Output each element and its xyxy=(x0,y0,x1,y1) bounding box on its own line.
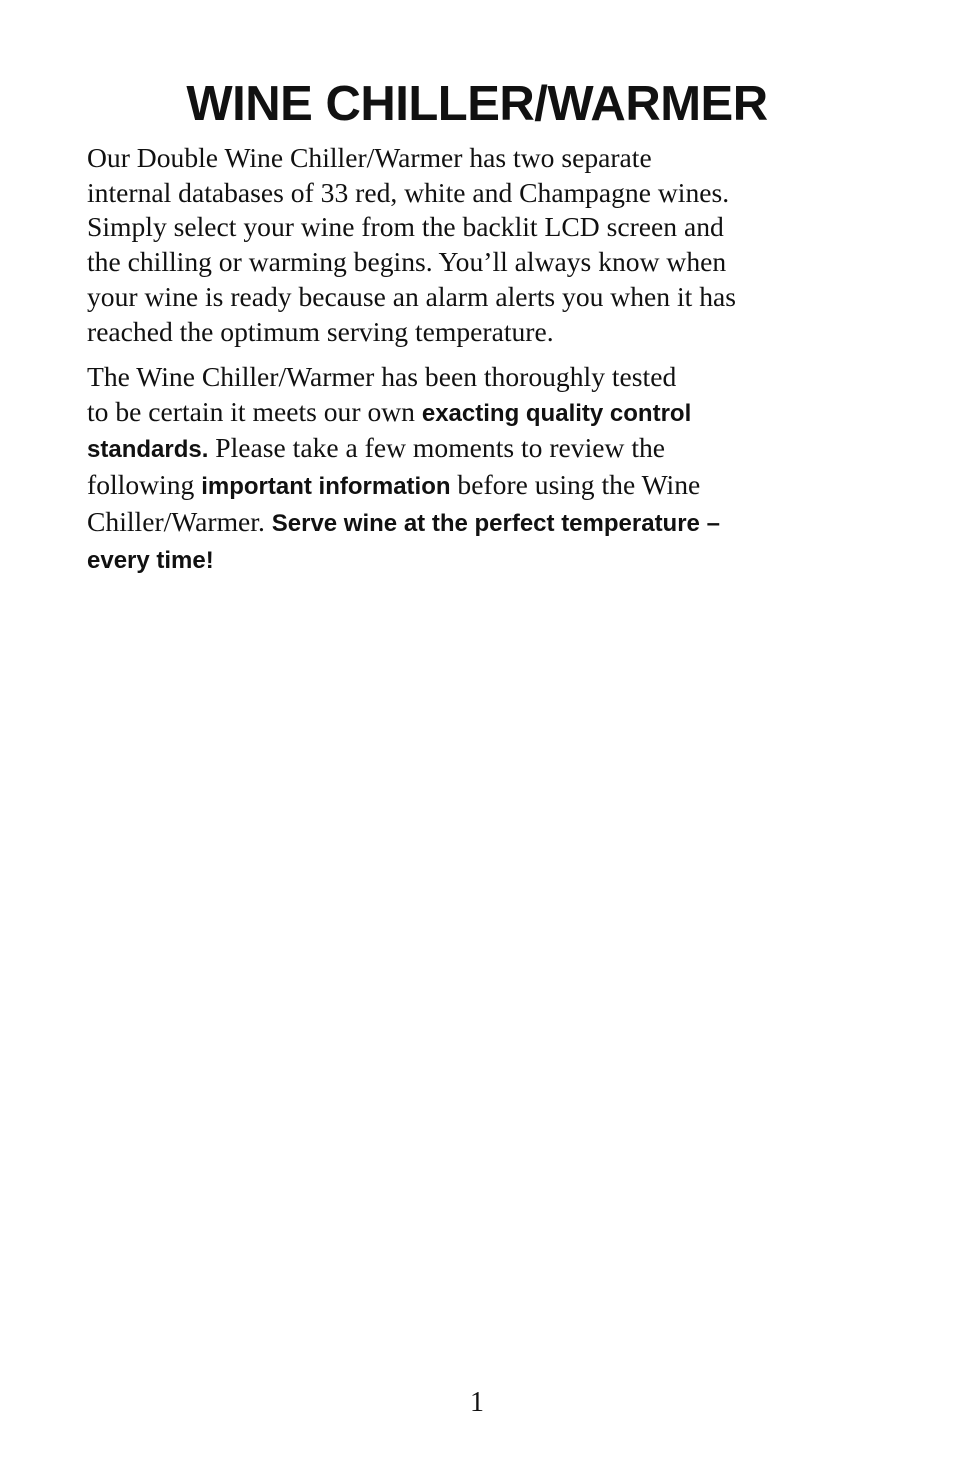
intro-line: Our Double Wine Chiller/Warmer has two separate xyxy=(87,142,652,173)
page-title: WINE CHILLER/WARMER xyxy=(186,77,768,131)
tagline-emphasis: Serve wine at the perfect temperature – xyxy=(271,509,720,537)
intro-line: the chilling or warming begins. You’ll always know when xyxy=(87,246,727,278)
intro-line: reached the optimum serving temperature. xyxy=(87,315,554,347)
quality-text: before using the Wine xyxy=(450,469,701,501)
important-info-emphasis: important information xyxy=(201,473,451,501)
quality-text: following xyxy=(87,469,202,501)
quality-line: The Wine Chiller/Warmer has been thoroughly tested xyxy=(87,361,677,392)
quality-paragraph xyxy=(87,360,877,578)
intro-line: internal databases of 33 red, white and Champagne wines. xyxy=(87,176,730,208)
quality-text: to be certain it meets our own xyxy=(87,395,422,427)
intro-line: Simply select your wine from the backlit LCD screen and xyxy=(87,211,724,243)
tagline-emphasis: every time! xyxy=(87,546,214,574)
intro-paragraph xyxy=(87,141,877,349)
quality-emphasis: standards. xyxy=(87,436,209,464)
page-number: 1 xyxy=(470,1387,484,1418)
intro-line: your wine is ready because an alarm alerts you when it has xyxy=(87,280,736,312)
quality-emphasis: exacting quality control xyxy=(421,399,692,427)
quality-text: Please take a few moments to review the xyxy=(208,432,666,464)
quality-text: Chiller/Warmer. xyxy=(87,505,272,537)
